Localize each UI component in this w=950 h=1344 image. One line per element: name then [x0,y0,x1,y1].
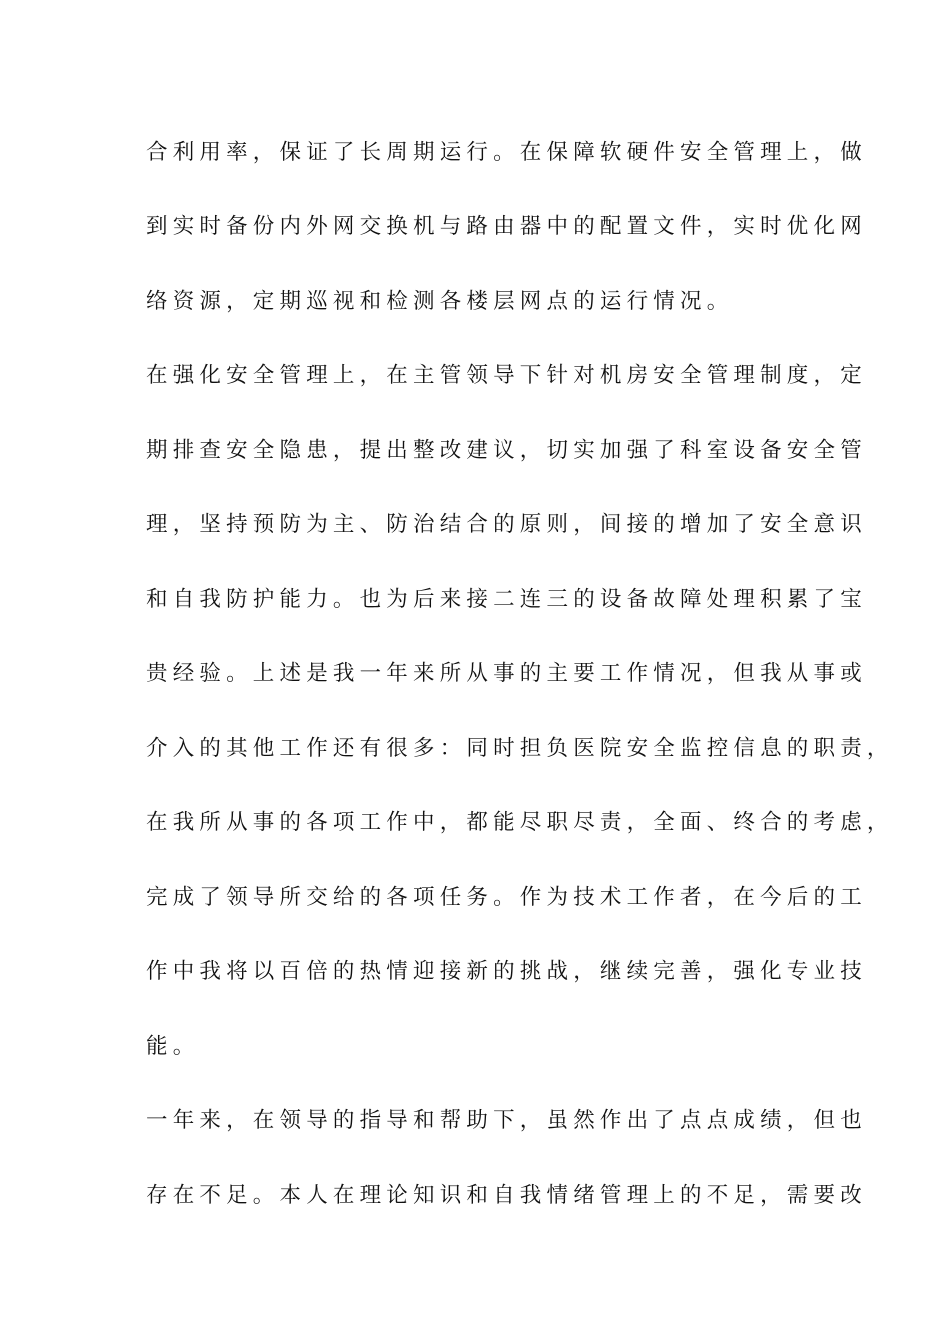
text-line: 到实时备份内外网交换机与路由器中的配置文件，实时优化网 [146,214,867,239]
text-line: 在我所从事的各项工作中，都能尽职尽责，全面、终合的考虑， [146,810,894,835]
text-line: 在强化安全管理上，在主管领导下针对机房安全管理制度，定 [146,363,867,388]
text-line: 作中我将以百倍的热情迎接新的挑战，继续完善，强化专业技 [146,959,867,984]
text-line: 贵经验。上述是我一年来所从事的主要工作情况，但我从事或 [146,661,867,686]
text-line: 完成了领导所交给的各项任务。作为技术工作者，在今后的工 [146,885,867,910]
text-line: 能。 [146,1034,200,1059]
text-line: 期排查安全隐患，提出整改建议，切实加强了科室设备安全管 [146,438,867,463]
text-line: 介入的其他工作还有很多：同时担负医院安全监控信息的职责， [146,736,894,761]
text-line: 络资源，定期巡视和检测各楼层网点的运行情况。 [146,289,734,314]
text-line: 存在不足。本人在理论知识和自我情绪管理上的不足，需要改 [146,1183,867,1208]
text-line: 理，坚持预防为主、防治结合的原则，间接的增加了安全意识 [146,512,867,537]
text-line: 一年来，在领导的指导和帮助下，虽然作出了点点成绩，但也 [146,1108,867,1133]
text-line: 合利用率，保证了长周期运行。在保障软硬件安全管理上，做 [146,140,867,165]
text-line: 和自我防护能力。也为后来接二连三的设备故障处理积累了宝 [146,587,867,612]
